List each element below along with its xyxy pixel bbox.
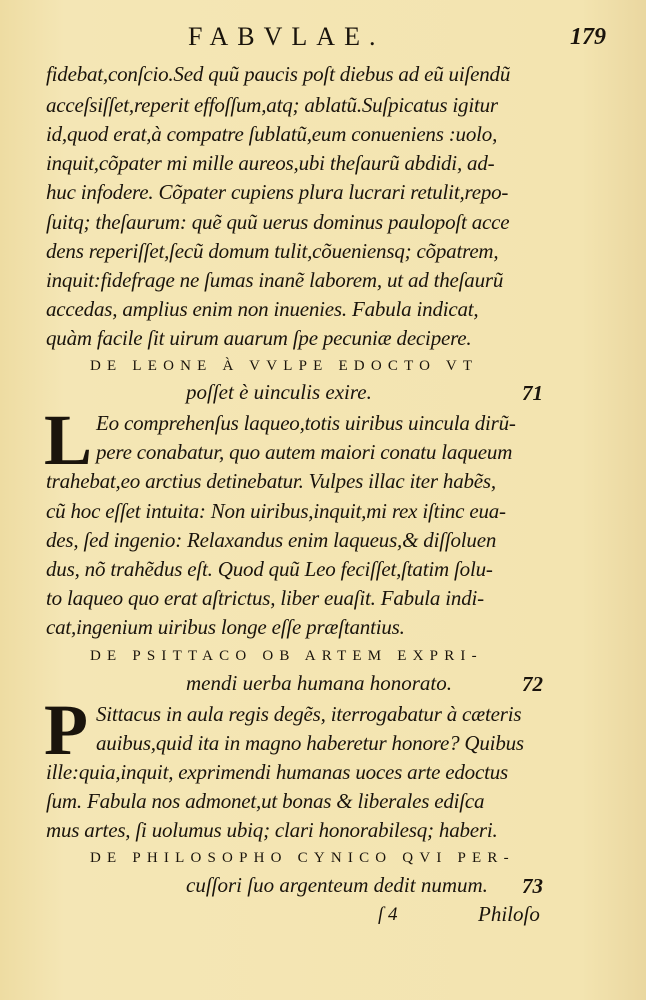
drop-cap: P: [44, 690, 88, 770]
text-line: ille:quia,inquit, exprimendi humanas uoces arte edoctus: [46, 760, 509, 784]
fable-title-continuation: cuſſori ſuo argenteum dedit numum.: [186, 873, 488, 897]
text-line: Eo comprehenſus laqueo,totis uiribus uincula dirũ-: [96, 411, 516, 435]
text-line: Sittacus in aula regis degẽs, iterrogabatur à cæteris: [96, 702, 522, 726]
text-line: accedas, amplius enim non inuenies. Fabula indicat,: [46, 297, 479, 321]
page-header: [0, 22, 646, 58]
running-head: FABVLAE.: [188, 22, 385, 51]
text-line: pere conabatur, quo autem maiori conatu laqueum: [96, 440, 513, 464]
catchword: Philoſo: [478, 902, 540, 926]
fable-number: 72: [522, 672, 543, 696]
text-line: auibus,quid ita in magno haberetur honore? Quibus: [96, 731, 524, 755]
text-line: cat,ingenium uiribus longe eſſe præſtantius.: [46, 615, 405, 639]
text-line: trahebat,eo arctius detinebatur. Vulpes illac iter habẽs,: [46, 469, 496, 493]
fable-number: 73: [522, 874, 543, 898]
text-line: mus artes, ſi uolumus ubiq; clari honorabilesq; haberi.: [46, 818, 498, 842]
text-line: inquit:fidefrage ne ſumas inanẽ laborem, ut ad theſaurũ: [46, 268, 504, 292]
text-line: dus, nõ trahẽdus eſt. Quod quũ Leo feciſſet,ſtatim ſolu-: [46, 557, 493, 581]
fable-number: 71: [522, 381, 543, 405]
text-line: huc infodere. Cõpater cupiens plura lucrari retulit,repo-: [46, 180, 509, 204]
text-line: des, ſed ingenio: Relaxandus enim laqueus,& diſſoluen: [46, 528, 497, 552]
fable-title: DE PHILOSOPHO CYNICO QVI PER-: [90, 850, 515, 866]
fable-title: DE PSITTACO OB ARTEM EXPRI-: [90, 648, 483, 664]
text-line: id,quod erat,à compatre ſublatũ,eum conueniens :uolo,: [46, 122, 498, 146]
text-line: inquit,cõpater mi mille aureos,ubi theſaurũ abdidi, ad-: [46, 151, 495, 175]
fable-title-continuation: poſſet è uinculis exire.: [186, 380, 372, 404]
text-line: cũ hoc eſſet intuita: Non uiribus,inquit,mi rex iſtinc eua-: [46, 499, 506, 523]
text-line: dens reperiſſet,ſecũ domum tulit,cõueniensq; cõpatrem,: [46, 239, 499, 263]
text-line: to laqueo quo erat aſtrictus, liber euaſit. Fabula indi-: [46, 586, 484, 610]
text-line: ſuitq; theſaurum: quẽ quũ uerus dominus paulopoſt acce: [46, 210, 510, 234]
fable-title: DE LEONE À VVLPE EDOCTO VT: [90, 358, 479, 374]
fable-title-continuation: mendi uerba humana honorato.: [186, 671, 452, 695]
drop-cap: L: [44, 400, 93, 480]
text-line: ſum. Fabula nos admonet,ut bonas & liberales ediſca: [46, 789, 485, 813]
text-line: fidebat,conſcio.Sed quũ paucis poſt diebus ad eũ uiſendũ: [46, 62, 511, 86]
text-line: quàm facile ſit uirum auarum ſpe pecuniæ decipere.: [46, 326, 472, 350]
signature-mark: ſ 4: [378, 904, 398, 925]
page-number: 179: [570, 24, 606, 50]
text-line: acceſsiſſet,reperit effoſſum,atq; ablatũ.Suſpicatus igitur: [46, 93, 498, 117]
